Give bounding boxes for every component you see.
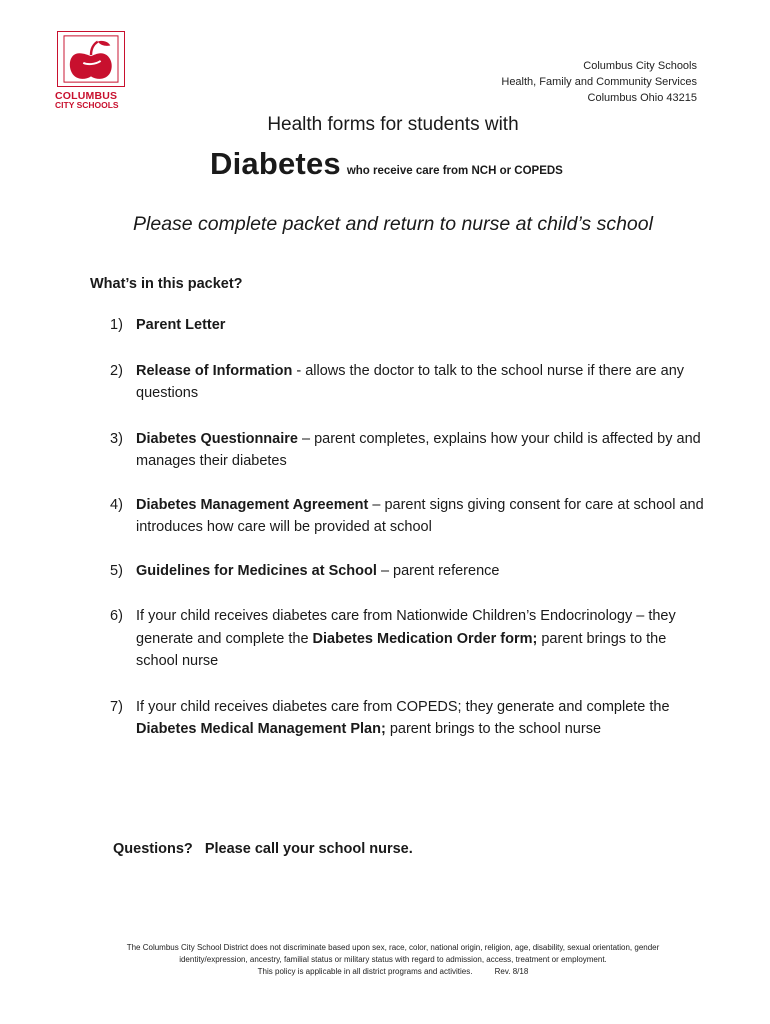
item-description: – parent reference	[376, 562, 500, 579]
item-title: Guidelines for Medicines at School	[136, 562, 377, 579]
item-number: 1)	[110, 317, 123, 333]
item-title: Diabetes Management Agreement	[136, 496, 369, 513]
footer-line-2: identity/expression, ancestry, familial status or military status with regard to admission, access, treatment or employment.	[179, 955, 607, 964]
heading-line-2	[210, 146, 563, 182]
list-item	[110, 428, 710, 473]
address-line-2: Health, Family and Community Services	[501, 76, 697, 88]
heading-diabetes: Diabetes	[210, 146, 341, 181]
footer-line-3: This policy is applicable in all district programs and activities. Rev. 8/18	[257, 967, 529, 976]
item-number: 4)	[110, 496, 123, 513]
list-item	[110, 560, 710, 583]
item-description-pre: If your child receives diabetes care from COPEDS; they generate and complete the	[136, 698, 670, 715]
item-number: 3)	[110, 430, 123, 447]
item-title: Diabetes Medication Order form;	[312, 630, 538, 647]
item-title: Diabetes Medical Management Plan;	[136, 721, 386, 737]
item-description-pre: If your child receives diabetes care from Nationwide Children’s Endocrinology – they generate and complete the	[136, 608, 676, 647]
questions-note: Questions? Please call your school nurse.	[113, 841, 413, 857]
item-title: Diabetes Questionnaire	[136, 430, 298, 447]
item-title: Parent Letter	[136, 317, 226, 333]
logo-text-line1: COLUMBUS	[55, 90, 118, 102]
item-description: – parent signs giving consent for care at school and introduces how care will be provided at school	[136, 496, 704, 535]
item-number: 6)	[110, 608, 123, 624]
district-logo	[55, 31, 129, 110]
address-line-3: Columbus Ohio 43215	[587, 92, 697, 104]
list-item	[110, 360, 710, 405]
list-item	[110, 696, 710, 741]
instruction-text: Please complete packet and return to nurse at child’s school	[133, 213, 653, 235]
logo-emblem	[57, 31, 125, 87]
item-number: 2)	[110, 362, 123, 379]
item-description: parent brings to the school nurse	[136, 630, 667, 669]
logo-text-line2: CITY SCHOOLS	[55, 100, 119, 110]
item-number: 5)	[110, 562, 123, 579]
packet-contents-title: What’s in this packet?	[90, 276, 243, 292]
list-item	[110, 314, 710, 337]
item-description: parent brings to the school nurse	[385, 721, 602, 737]
heading-line-1: Health forms for students with	[267, 114, 519, 135]
address-block	[501, 58, 697, 106]
apple-emblem-icon	[58, 32, 124, 86]
item-description: – parent completes, explains how your child is affected by and manages their diabetes	[136, 430, 701, 469]
footer-line-1: The Columbus City School District does not discriminate based upon sex, race, color, national origin, religion, age, disability, sexual orientation, gender	[126, 943, 660, 952]
packet-contents-list	[110, 314, 710, 741]
item-description: - allows the doctor to talk to the school nurse if there are any questions	[136, 362, 685, 401]
list-item	[110, 494, 710, 539]
nondiscrimination-footer	[0, 942, 770, 978]
address-line-1: Columbus City Schools	[583, 60, 697, 72]
list-item	[110, 605, 710, 673]
item-number: 7)	[110, 698, 123, 715]
heading-subtitle: who receive care from NCH or COPEDS	[346, 165, 563, 177]
item-title: Release of Information	[136, 362, 293, 379]
